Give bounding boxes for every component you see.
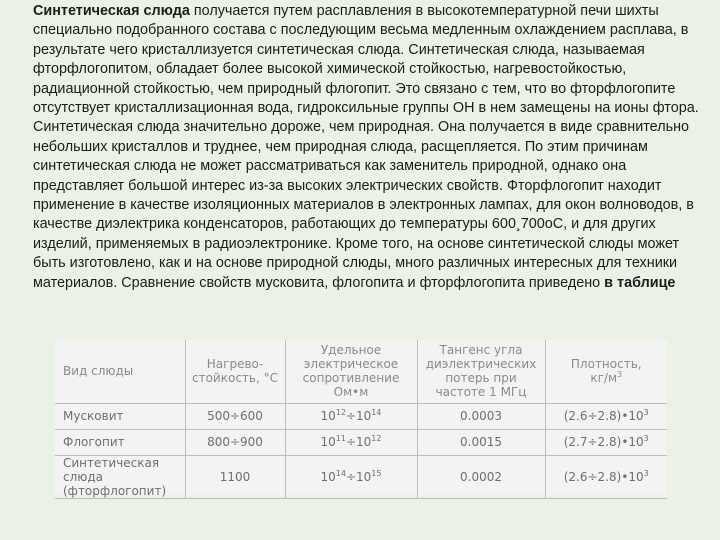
res-exp-b: 12 (371, 434, 382, 443)
row-tangent: 0.0015 (417, 429, 545, 455)
header-loss-tangent: Тангенс угла диэлектрических потерь при частоте 1 МГц (417, 340, 545, 403)
table-row (55, 455, 667, 498)
header-heat-resistance: Нагрево- стойкость, °С (185, 340, 285, 403)
paragraph-text: получается путем расплавления в высокотемпературной печи шихты специально подобранного состава с последующим весьма медленным охлаждением расплава, в результате чего кристаллизуется синтетическая слюда. Синтетическая слюда, называемая фторфлогопитом, обладает более высокой химической стойкостью, нагревостойкостью, радиационной стойкостью, чем природный флогопит. Это связано с тем, что во фторфлогопите отсутствует кристаллизационная вода, гидроксильные группы ОН в нем замещены на ионы фтора. Синтетическая слюда значительно дороже, чем природная. Она получается в виде сравнительно небольших кристаллов и труднее, чем природная слюда, расщепляется. По этим причинам синтетическая слюда не может рассматриваться как заменитель природной, однако она представляет большой интерес из-за высоких электрических свойств. Фторфлогопит находит применение в качестве изоляционных материалов в электронных лампах, для окон волноводов, в качестве диэлектрика конденсаторов, работающих до температуры 600¸700оС, и для других изделий, применяемых в радиоэлектронике. Кроме того, на основе синтетической слюды может быть изготовлено, как и на основе природной слюды, много различных интересных для техники материалов. Сравнение свойств мусковита, флогопита и фторфлогопита приведено (33, 3, 699, 291)
table-row (55, 403, 667, 429)
header-density-unit-line (550, 371, 664, 385)
row-heat: 1100 (185, 455, 285, 498)
res-exp-b: 14 (371, 408, 382, 417)
mica-comparison-table (55, 340, 667, 499)
res-base-a: 10 (320, 469, 336, 484)
row-name: Мусковит (55, 403, 185, 429)
header-kind: Вид слюды (55, 340, 185, 403)
row-density (545, 455, 667, 498)
row-density (545, 403, 667, 429)
res-base-b: ÷10 (345, 435, 372, 449)
row-resistivity (285, 455, 417, 498)
density-range: (2.6÷2.8)•10 (563, 469, 644, 484)
header-density-label: Плотность, (570, 357, 642, 372)
density-exp: 3 (643, 468, 649, 478)
row-density (545, 429, 667, 455)
table-row (55, 429, 667, 455)
table-reference: в таблице (604, 274, 676, 291)
res-base-b: ÷10 (345, 469, 372, 484)
density-exp: 3 (643, 434, 649, 443)
row-heat: 500÷600 (185, 403, 285, 429)
res-base-b: ÷10 (345, 409, 372, 423)
res-exp-a: 14 (335, 468, 346, 478)
row-tangent: 0.0003 (417, 403, 545, 429)
row-tangent: 0.0002 (417, 455, 545, 498)
res-exp-a: 11 (335, 434, 346, 443)
header-density (545, 340, 667, 403)
res-exp-a: 12 (335, 408, 346, 417)
lead-term: Синтетическая слюда (33, 3, 190, 19)
res-exp-b: 15 (371, 468, 382, 478)
row-heat: 800÷900 (185, 429, 285, 455)
body-paragraph (33, 2, 705, 293)
res-base-a: 10 (320, 435, 336, 449)
row-resistivity (285, 429, 417, 455)
table-header-row (55, 340, 667, 403)
density-range: (2.7÷2.8)•10 (563, 435, 644, 449)
res-base-a: 10 (320, 409, 336, 423)
header-resistivity: Удельное электрическое сопротивление Ом•м (285, 340, 417, 403)
row-name: Синтетическая слюда (фторфлогопит) (55, 455, 185, 498)
comparison-table-wrapper (55, 340, 667, 498)
row-name: Флогопит (55, 429, 185, 455)
header-density-exp: 3 (617, 370, 623, 380)
row-resistivity (285, 403, 417, 429)
density-range: (2.6÷2.8)•10 (563, 409, 644, 423)
header-density-unit: кг/м (590, 371, 618, 386)
density-exp: 3 (643, 408, 649, 417)
